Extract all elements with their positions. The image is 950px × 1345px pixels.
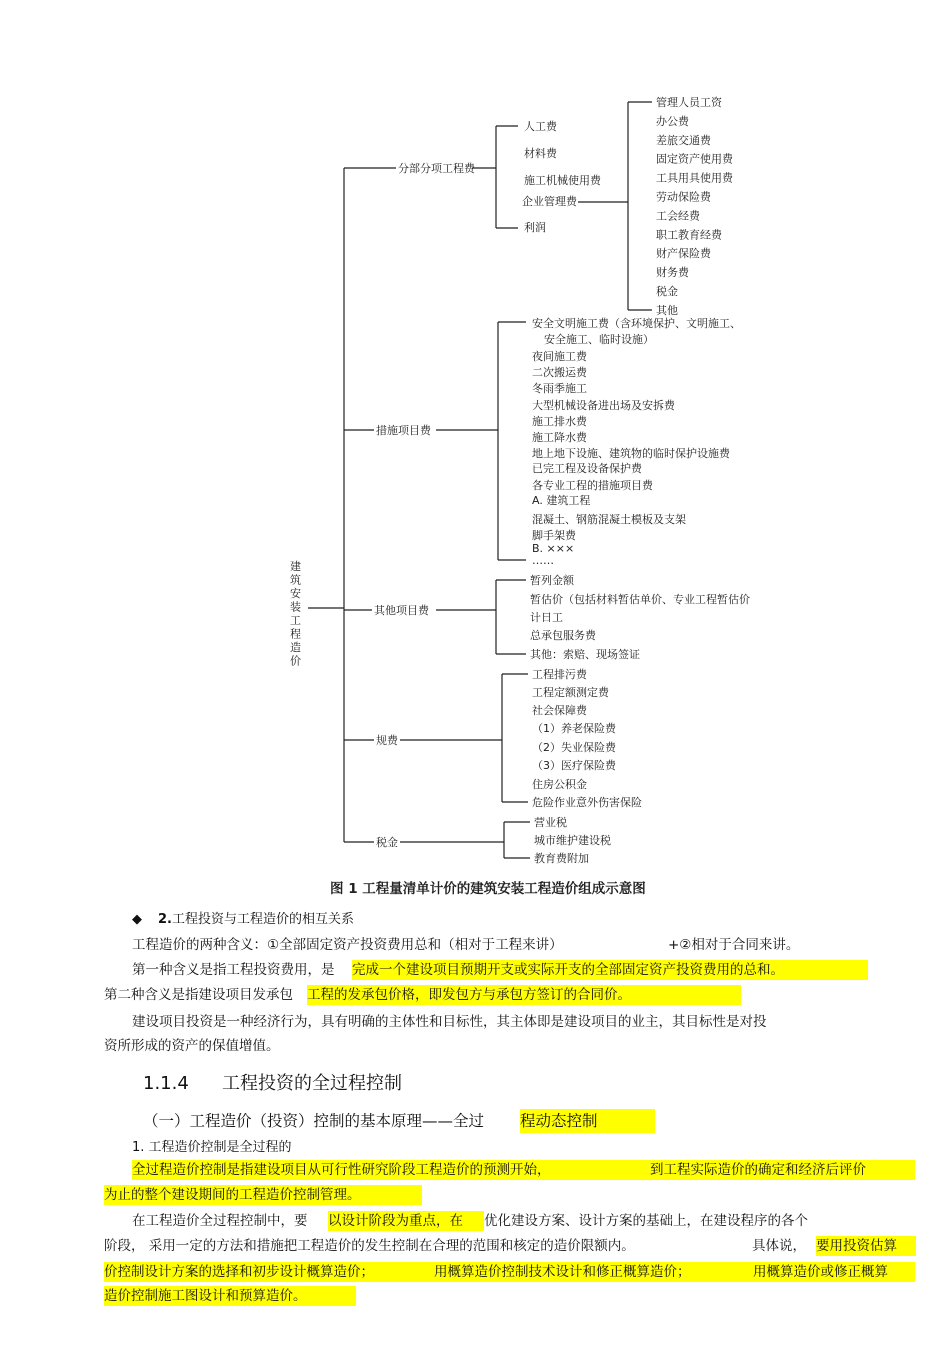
diagram-subitem: 职工教育经费: [656, 228, 722, 242]
diagram-subitem: 工会经费: [656, 209, 700, 223]
diagram-branch-label: 税金: [376, 836, 398, 849]
diagram-branch-label: 其他项目费: [374, 604, 429, 617]
diagram-item: 二次搬运费: [532, 366, 587, 379]
diagram-item: 城市维护建设税: [534, 834, 611, 847]
diagram-item: （2）失业保险费: [532, 741, 616, 754]
diagram-branch-label: 规费: [376, 734, 398, 747]
paragraph-4-b: 资所形成的资产的保值增值。: [104, 1038, 280, 1054]
diagram-item: 已完工程及设备保护费: [532, 462, 642, 475]
bullet: ◆: [132, 912, 142, 927]
diagram-item: 企业管理费: [522, 195, 577, 208]
diagram-item: 施工机械使用费: [524, 174, 601, 187]
diagram-item: 工程排污费: [532, 668, 587, 681]
paragraph-1-b: +②相对于合同来讲。: [668, 937, 800, 953]
section-2-number: 2.: [158, 912, 172, 927]
diagram-item: 暂估价（包括材料暂估单价、专业工程暂估价: [530, 593, 750, 606]
diagram-root-char: 造: [290, 641, 301, 654]
diagram-root-char: 建: [290, 560, 301, 573]
item-1: 1. 工程造价控制是全过程的: [132, 1140, 292, 1155]
diagram-item: B. ×××: [532, 542, 575, 555]
paragraph-1-a: 工程造价的两种含义：①全部固定资产投资费用总和（相对于工程来讲）: [132, 937, 563, 953]
diagram-subitem: 财产保险费: [656, 247, 711, 261]
paragraph-8-highlight-b: 用概算造价控制技术设计和修正概算造价；: [434, 1262, 749, 1282]
diagram-subitem: 其他: [656, 303, 678, 317]
diagram-item: 危险作业意外伤害保险: [532, 796, 642, 809]
diagram-root-char: 工: [290, 614, 301, 627]
diagram-item: （3）医疗保险费: [532, 759, 616, 772]
diagram-item: 其他：索赔、现场签证: [530, 648, 640, 661]
paragraph-4-a: 建设项目投资是一种经济行为，具有明确的主体性和目标性，其主体即是建设项目的业主，其目标性是对投: [132, 1014, 767, 1030]
paragraph-5-highlight-b: 到工程实际造价的确定和经济后评价: [602, 1160, 915, 1180]
diagram-subitem: 管理人员工资: [656, 96, 722, 109]
paragraph-7-highlight: 要用投资估算: [816, 1236, 916, 1256]
diagram-item: 总承包服务费: [530, 629, 596, 642]
diagram-caption: 图 1 工程量清单计价的建筑安装工程造价组成示意图: [330, 881, 646, 897]
paragraph-2-a: 第一种含义是指工程投资费用，是: [132, 962, 335, 978]
paragraph-9-highlight: 造价控制施工图设计和预算造价。: [104, 1286, 356, 1306]
subheading-a: （一）工程造价（投资）控制的基本原理——全过: [143, 1112, 485, 1130]
diagram-item: ……: [532, 554, 554, 567]
diagram-item: 施工排水费: [532, 415, 587, 428]
diagram-root-char: 价: [290, 654, 301, 668]
diagram-subitem: 差旅交通费: [656, 133, 711, 147]
heading-number: 1.1.4: [143, 1073, 189, 1094]
diagram-item: 混凝土、钢筋混凝土模板及支架: [532, 513, 686, 526]
diagram-item: 计日工: [530, 611, 563, 624]
diagram-item: 地上地下设施、建筑物的临时保护设施费: [532, 447, 730, 460]
diagram-item: 施工降水费: [532, 431, 587, 444]
diagram-item: 脚手架费: [532, 529, 576, 542]
section-2-title: 工程投资与工程造价的相互关系: [172, 912, 355, 927]
diagram-subitem: 办公费: [656, 114, 689, 128]
diagram-item: 住房公积金: [532, 778, 587, 791]
diagram-root-char: 程: [290, 627, 301, 641]
paragraph-6-highlight: 以设计阶段为重点，在: [328, 1211, 484, 1231]
diagram-item: 暂列金额: [530, 574, 574, 587]
paragraph-3-a: 第二种含义是指建设项目发承包: [104, 987, 293, 1003]
diagram-item: 材料费: [524, 147, 557, 160]
diagram-item: 社会保障费: [532, 704, 587, 717]
diagram-item: 夜间施工费: [532, 350, 587, 363]
diagram-subitem: 财务费: [656, 266, 689, 280]
paragraph-5-highlight-c: 为止的整个建设期间的工程造价控制管理。: [104, 1185, 422, 1205]
diagram-item: 营业税: [534, 816, 567, 829]
paragraph-2-highlight: 完成一个建设项目预期开支或实际开支的全部固定资产投资费用的总和。: [352, 960, 868, 980]
paragraph-6-c: 优化建设方案、设计方案的基础上，在建设程序的各个: [484, 1213, 808, 1229]
paragraph-8-highlight-a: 价控制设计方案的选择和初步设计概算造价；: [104, 1262, 434, 1282]
diagram-item: 工程定额测定费: [532, 686, 609, 699]
diagram-branch-label: 分部分项工程费: [398, 162, 475, 175]
diagram-item: 安全文明施工费（含环境保护、文明施工、: [532, 317, 741, 330]
diagram-subitem: 工具用具使用费: [656, 171, 733, 185]
diagram-root-char: 筑: [290, 573, 301, 587]
diagram-branch-label: 措施项目费: [376, 424, 431, 437]
subheading-highlight: 程动态控制: [520, 1109, 655, 1133]
paragraph-5-highlight-a: 全过程造价控制是指建设项目从可行性研究阶段工程造价的预测开始，: [132, 1160, 602, 1180]
paragraph-6-a: 在工程造价全过程控制中，要: [132, 1213, 308, 1229]
diagram-subitem: 劳动保险费: [656, 190, 711, 204]
diagram-item: 冬雨季施工: [532, 382, 587, 395]
paragraph-8-highlight-c: 用概算造价或修正概算: [749, 1262, 915, 1282]
diagram-subitem: 固定资产使用费: [656, 152, 733, 166]
diagram-item: 教育费附加: [534, 852, 589, 865]
diagram-subitem: 税金: [656, 285, 678, 298]
diagram-root-char: 装: [290, 600, 301, 614]
diagram-item: （1）养老保险费: [532, 722, 616, 735]
diagram-root-char: 安: [290, 587, 301, 600]
diagram-item: 人工费: [524, 120, 557, 133]
paragraph-7-b: 具体说，: [752, 1238, 806, 1254]
diagram-item: 利润: [524, 221, 546, 234]
heading-title: 工程投资的全过程控制: [222, 1073, 402, 1094]
diagram-item: 大型机械设备进出场及安拆费: [532, 399, 675, 412]
diagram-item: A. 建筑工程: [532, 494, 591, 507]
diagram-item: 安全施工、临时设施）: [544, 333, 654, 346]
diagram-item: 各专业工程的措施项目费: [532, 479, 653, 492]
paragraph-3-highlight: 工程的发承包价格，即发包方与承包方签订的合同价。: [307, 985, 741, 1005]
paragraph-7-a: 阶段， 采用一定的方法和措施把工程造价的发生控制在合理的范围和核定的造价限额内。: [104, 1238, 635, 1254]
